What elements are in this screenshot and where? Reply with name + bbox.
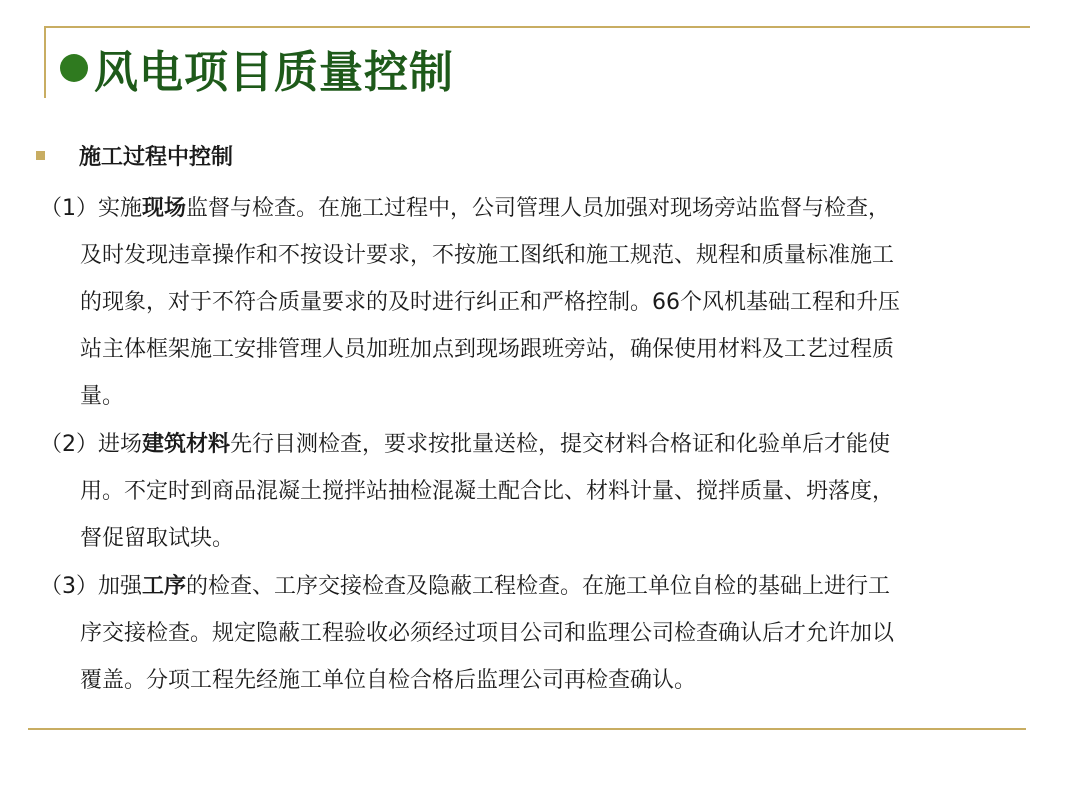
bottom-divider: [28, 728, 1026, 730]
paragraph-keyword: 建筑材料: [142, 432, 231, 457]
square-bullet-icon: [36, 151, 45, 160]
paragraph-line: 序交接检查。规定隐蔽工程验收必须经过项目公司和监理公司检查确认后才允许加以: [80, 621, 895, 646]
paragraph-keyword: 工序: [142, 574, 187, 599]
top-divider: [44, 26, 1030, 28]
paragraph-1: [40, 185, 1030, 420]
paragraph-first-line: [40, 185, 1030, 232]
paragraph-line: 用。不定时到商品混凝土搅拌站抽检混凝土配合比、材料计量、搅拌质量、坍落度，: [80, 479, 895, 504]
subheading-text: 施工过程中控制: [79, 145, 234, 170]
paragraph-line: 站主体框架施工安排管理人员加班加点到现场跟班旁站，确保使用材料及工艺过程质: [80, 337, 895, 362]
paragraph-first-line: [40, 563, 1030, 610]
paragraph-text: 监督与检查。在施工过程中，公司管理人员加强对现场旁站监督与检查，: [186, 196, 891, 221]
paragraph-text: 先行目测检查，要求按批量送检，提交材料合格证和化验单后才能使: [230, 432, 891, 457]
left-accent-line: [44, 26, 46, 98]
paragraph-3: [40, 563, 1030, 704]
paragraph-lead: （1）实施: [40, 196, 142, 221]
paragraph-keyword: 现场: [142, 196, 187, 221]
paragraph-lead: （3）加强: [40, 574, 142, 599]
paragraph-line: 及时发现违章操作和不按设计要求，不按施工图纸和施工规范、规程和质量标准施工: [80, 243, 895, 268]
paragraph-line: 覆盖。分项工程先经施工单位自检合格后监理公司再检查确认。: [80, 668, 697, 693]
subheading: [36, 140, 233, 171]
slide-title-text: 风电项目质量控制: [94, 47, 454, 98]
paragraph-2: [40, 421, 1030, 562]
paragraph-line: 量。: [80, 384, 125, 409]
paragraph-text: 的检查、工序交接检查及隐蔽工程检查。在施工单位自检的基础上进行工: [186, 574, 891, 599]
paragraph-first-line: [40, 421, 1030, 468]
slide-title: [60, 38, 454, 98]
paragraph-lead: （2）进场: [40, 432, 142, 457]
paragraph-line: 督促留取试块。: [80, 526, 235, 551]
bullet-dot-icon: [60, 54, 88, 82]
paragraph-line: 的现象，对于不符合质量要求的及时进行纠正和严格控制。66个风机基础工程和升压: [80, 290, 900, 315]
